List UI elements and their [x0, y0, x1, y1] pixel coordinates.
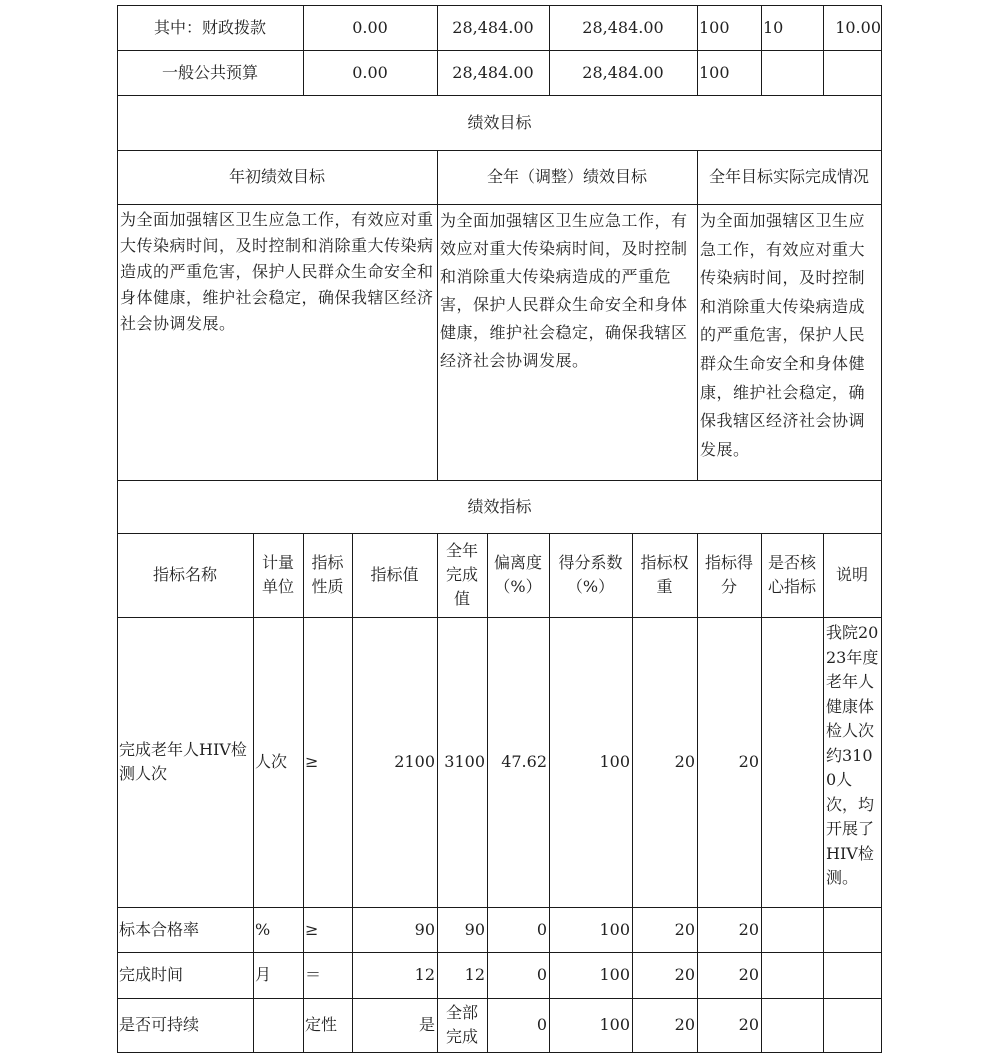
funding-cell: 100: [699, 17, 730, 37]
header-weight: 指标权重: [640, 553, 689, 596]
indicator-nature: ＝: [305, 965, 322, 984]
header-nature: 指标性质: [311, 553, 344, 596]
indicator-deviation: 0: [536, 1015, 547, 1034]
indicator-name: 标本合格率: [119, 919, 200, 939]
indicator-nature: 定性: [305, 1015, 338, 1034]
indicator-coef: 100: [599, 919, 630, 939]
funding-cell: [761, 50, 823, 95]
indicators-section-title: 绩效指标: [467, 496, 532, 516]
indicator-target: 2100: [394, 752, 435, 771]
funding-cell: 0.00: [352, 62, 388, 82]
funding-cell: 28,484.00: [582, 17, 664, 37]
goals-section-title: 绩效目标: [467, 112, 532, 132]
indicator-actual: 全部完成: [445, 1003, 478, 1046]
indicator-core: [761, 952, 823, 998]
goals-text-actual: 为全面加强辖区卫生应急工作，有效应对重大传染病时间，及时控制和消除重大传染病造成的严重危害，保护人民群众生命安全和身体健康，维护社会稳定，确保我辖区经济社会协调发展。: [700, 211, 866, 459]
indicator-deviation: 0: [536, 919, 547, 939]
indicator-unit: %: [255, 919, 271, 939]
goals-header-actual: 全年目标实际完成情况: [708, 167, 869, 186]
indicator-coef: 100: [599, 1015, 630, 1034]
indicator-score: 20: [738, 965, 759, 984]
indicator-nature: ≥: [305, 752, 319, 771]
indicator-core: [761, 998, 823, 1052]
indicator-remark: [823, 907, 881, 952]
funding-cell: 10: [763, 17, 784, 37]
performance-table: [117, 5, 882, 1053]
indicator-target: 是: [418, 1015, 435, 1034]
funding-cell: 28,484.00: [452, 62, 534, 82]
funding-label: 其中：财政拨款: [153, 17, 266, 37]
indicator-unit: 月: [255, 965, 272, 984]
header-core: 是否核心指标: [767, 553, 816, 596]
funding-cell: 100: [699, 62, 730, 82]
indicator-coef: 100: [599, 965, 630, 984]
header-unit: 计量单位: [261, 553, 294, 596]
indicator-remark: 我院2023年度老年人健康体检人次约3100人次，均开展了HIV检测。: [826, 623, 879, 887]
goals-header-adjusted: 全年（调整）绩效目标: [486, 167, 647, 186]
indicator-name: 完成老年人HIV检测人次: [119, 740, 247, 783]
indicator-name: 是否可持续: [119, 1015, 200, 1034]
header-coef: 得分系数（%）: [558, 553, 623, 596]
funding-cell: 28,484.00: [452, 17, 534, 37]
indicator-target: 90: [414, 919, 435, 939]
header-target: 指标值: [370, 565, 419, 584]
indicator-name: 完成时间: [119, 965, 184, 984]
funding-cell: [823, 50, 881, 95]
header-actual: 全年完成值: [445, 541, 478, 608]
indicator-actual: 90: [464, 919, 485, 939]
indicator-unit: 人次: [255, 752, 288, 771]
indicator-weight: 20: [674, 1015, 695, 1034]
indicator-weight: 20: [674, 752, 695, 771]
indicator-unit: [253, 998, 303, 1052]
indicator-weight: 20: [674, 919, 695, 939]
indicator-nature: ≥: [305, 919, 319, 939]
indicator-score: 20: [738, 752, 759, 771]
header-deviation: 偏离度（%）: [493, 553, 542, 596]
indicator-actual: 12: [464, 965, 485, 984]
header-score: 指标得分: [704, 553, 753, 596]
indicator-actual: 3100: [444, 752, 485, 771]
goals-text-initial: 为全面加强辖区卫生应急工作，有效应对重大传染病时间，及时控制和消除重大传染病造成的严重危害，保护人民群众生命安全和身体健康，维护社会稳定，确保我辖区经济社会协调发展。: [120, 210, 434, 333]
indicator-target: 12: [414, 965, 435, 984]
indicator-core: [761, 617, 823, 907]
funding-cell: 0.00: [352, 17, 388, 37]
funding-cell: 10.00: [835, 17, 881, 37]
indicator-weight: 20: [674, 965, 695, 984]
header-remark: 说明: [835, 565, 868, 584]
indicator-score: 20: [738, 1015, 759, 1034]
indicator-score: 20: [738, 919, 759, 939]
indicator-remark: [823, 998, 881, 1052]
indicator-coef: 100: [599, 752, 630, 771]
funding-label: 一般公共预算: [161, 62, 258, 82]
grid-line: [117, 1052, 882, 1053]
indicator-core: [761, 907, 823, 952]
goals-header-initial: 年初绩效目标: [228, 167, 325, 186]
goals-text-adjusted: 为全面加强辖区卫生应急工作，有效应对重大传染病时间，及时控制和消除重大传染病造成的严重危害，保护人民群众生命安全和身体健康，维护社会稳定，确保我辖区经济社会协调发展。: [440, 211, 688, 370]
indicator-remark: [823, 952, 881, 998]
funding-cell: 28,484.00: [582, 62, 664, 82]
header-name: 指标名称: [152, 565, 217, 584]
indicator-deviation: 47.62: [501, 752, 547, 771]
indicator-deviation: 0: [536, 965, 547, 984]
